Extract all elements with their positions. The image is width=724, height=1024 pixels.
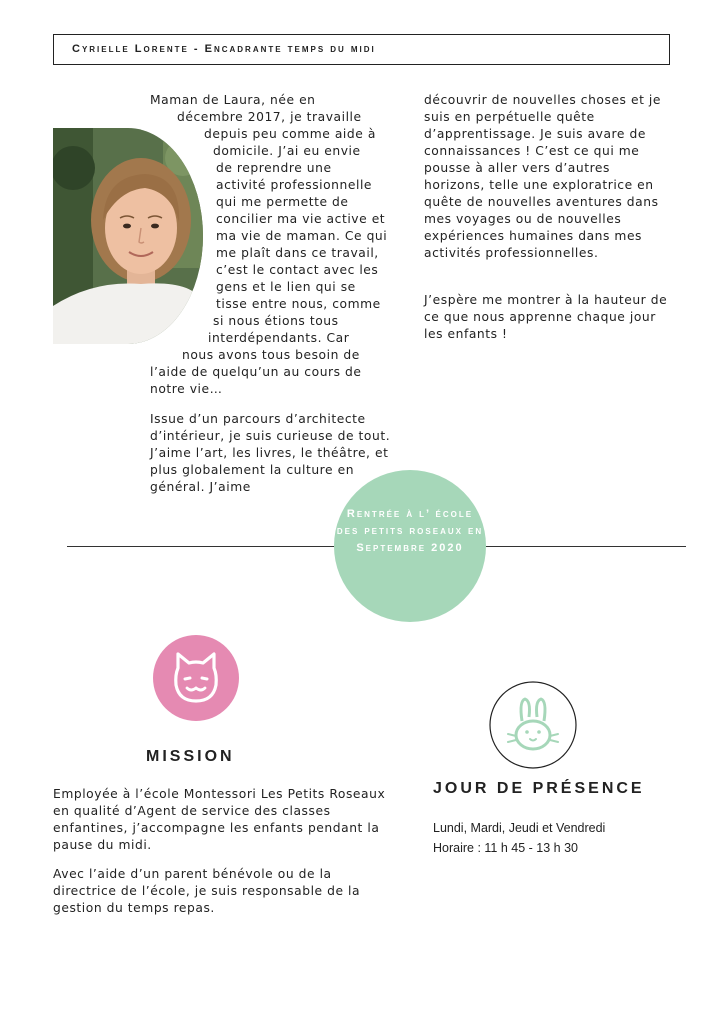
intro-line: nous avons tous besoin de — [182, 348, 360, 362]
intro-line: si nous étions tous — [213, 314, 339, 328]
intro-line: domicile. J’ai eu envie — [213, 144, 361, 158]
divider-right — [486, 546, 686, 547]
divider-left — [67, 546, 335, 547]
intro-line: me plaît dans ce travail, — [216, 246, 379, 260]
rentree-badge — [334, 470, 486, 622]
header-box — [53, 34, 670, 65]
intro-right-paragraph-2: J’espère me montrer à la hauteur de ce que nous apprenne chaque jour les enfants ! — [424, 293, 668, 341]
intro-line: concilier ma vie active et — [216, 212, 386, 226]
mission-paragraph-2: Avec l’aide d’un parent bénévole ou de la directrice de l’école, je suis responsable de la gestion du temps repas. — [53, 867, 361, 915]
rentree-badge-text: Rentrée à l’ école des petits roseaux en Septembre 2020 — [336, 508, 484, 554]
intro-line: tisse entre nous, comme — [216, 297, 381, 311]
intro-line: gens et le lien qui se — [216, 280, 356, 294]
mission-title: MISSION — [146, 748, 235, 765]
intro-line: ma vie de maman. Ce qui — [216, 229, 388, 243]
intro-left-paragraph-2: Issue d’un parcours d’architecte d’intérieur, je suis curieuse de tout. J’aime l’art, les livres, le théâtre, et plus globalement la culture en général. J’aime — [150, 412, 391, 494]
intro-left-wrapped-text — [150, 92, 387, 398]
intro-line: notre vie… — [150, 382, 223, 396]
mission-paragraph-1: Employée à l’école Montessori Les Petits Roseaux en qualité d’Agent de service des classes enfantines, j’accompagne les enfants pendant la pause du midi. — [53, 787, 386, 852]
intro-line: activité professionnelle — [216, 178, 373, 192]
bunny-icon — [489, 681, 577, 769]
intro-line: qui me permette de — [216, 195, 349, 209]
intro-line: décembre 2017, je travaille — [177, 110, 362, 124]
presence-hours: Horaire : 11 h 45 - 13 h 30 — [433, 841, 578, 855]
intro-line: Maman de Laura, née en — [150, 93, 316, 107]
intro-line: interdépendants. Car — [208, 331, 350, 345]
intro-right-paragraph-1: découvrir de nouvelles choses et je suis en perpétuelle quête d’apprentissage. Je suis avare de connaissances ! C’est ce qui me pousse à aller vers d’autres horizons, telle une exploratrice en quête de nouvelles aventures dans mes voyages ou de nouvelles expériences humaines dans mes activités professionnelles. — [424, 93, 662, 260]
presence-days: Lundi, Mardi, Jeudi et Vendredi — [433, 821, 606, 835]
cat-icon — [153, 635, 239, 721]
intro-line: l’aide de quelqu’un au cours de — [150, 365, 362, 379]
intro-line: de reprendre une — [216, 161, 332, 175]
page-title: Cyrielle Lorente - Encadrante temps du midi — [72, 43, 376, 55]
intro-line: depuis peu comme aide à — [204, 127, 376, 141]
presence-title: JOUR DE PRÉSENCE — [433, 780, 645, 797]
intro-line: c’est le contact avec les — [216, 263, 379, 277]
